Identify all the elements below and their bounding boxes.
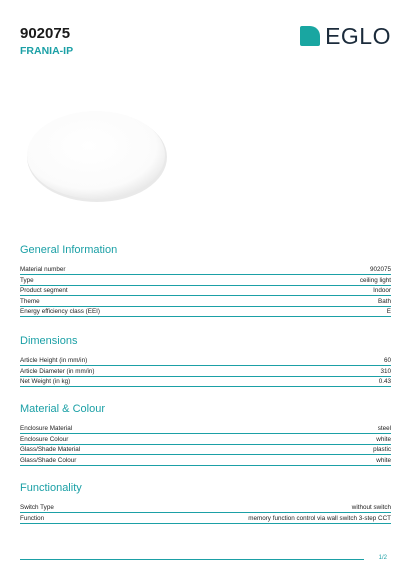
row-label: Type: [20, 276, 34, 284]
row-label: Glass/Shade Colour: [20, 456, 77, 464]
product-header: [20, 26, 73, 57]
table-row: [20, 445, 391, 455]
page-number: 1/2: [378, 555, 387, 561]
row-value: 310: [380, 367, 391, 375]
table-row: [20, 424, 391, 434]
product-name: FRANIA-IP: [20, 45, 74, 57]
row-label: Function: [20, 514, 45, 522]
table-row: [20, 435, 391, 445]
row-value: without switch: [351, 504, 391, 511]
table-row: [20, 286, 391, 296]
row-label: Net Weight (in kg): [20, 378, 71, 385]
row-label: Glass/Shade Material: [20, 446, 81, 453]
table-row: [20, 297, 391, 307]
row-value: Indoor: [373, 287, 391, 294]
row-value: memory function control via wall switch 3-step CCT: [248, 514, 391, 522]
row-value: 0.43: [378, 378, 391, 385]
row-value: 60: [383, 357, 391, 364]
table-row: [20, 514, 391, 524]
brand-logo-text: EGLO: [325, 23, 391, 49]
section-dimensions: [20, 335, 391, 387]
article-number: 902075: [20, 25, 71, 42]
section-functionality: [20, 482, 391, 524]
footer-divider: [20, 559, 364, 560]
row-value: 902075: [369, 266, 391, 273]
section-general-information: [20, 244, 391, 317]
section-title: Material & Colour: [20, 403, 105, 415]
row-label: Theme: [20, 297, 40, 305]
brand-logo: [300, 25, 391, 47]
table-row: [20, 367, 391, 377]
row-value: ceiling light: [359, 276, 391, 284]
row-label: Material number: [20, 266, 66, 273]
table-row: [20, 307, 391, 317]
row-label: Article Height (in mm/in): [20, 357, 88, 364]
section-material-colour: [20, 403, 391, 466]
row-label: Energy efficiency class (EEI): [20, 308, 101, 315]
row-label: Article Diameter (in mm/in): [20, 367, 95, 375]
row-value: white: [376, 456, 391, 464]
section-title: Functionality: [20, 482, 82, 494]
table-row: [20, 276, 391, 286]
table-row: [20, 503, 391, 513]
row-label: Product segment: [20, 287, 68, 294]
row-value: Bath: [378, 297, 391, 305]
row-value: steel: [377, 425, 391, 432]
row-value: white: [376, 435, 391, 443]
row-label: Switch Type: [20, 504, 54, 511]
section-title: Dimensions: [20, 335, 78, 347]
section-title: General Information: [20, 244, 118, 256]
brand-logo-mark-icon: [300, 26, 320, 46]
table-row: [20, 356, 391, 366]
table-row: [20, 377, 391, 387]
row-label: Enclosure Colour: [20, 435, 69, 443]
row-value: plastic: [373, 446, 391, 453]
row-value: E: [386, 308, 391, 315]
product-image: [25, 107, 170, 207]
table-row: [20, 456, 391, 466]
row-label: Enclosure Material: [20, 425, 73, 432]
table-row: [20, 265, 391, 275]
